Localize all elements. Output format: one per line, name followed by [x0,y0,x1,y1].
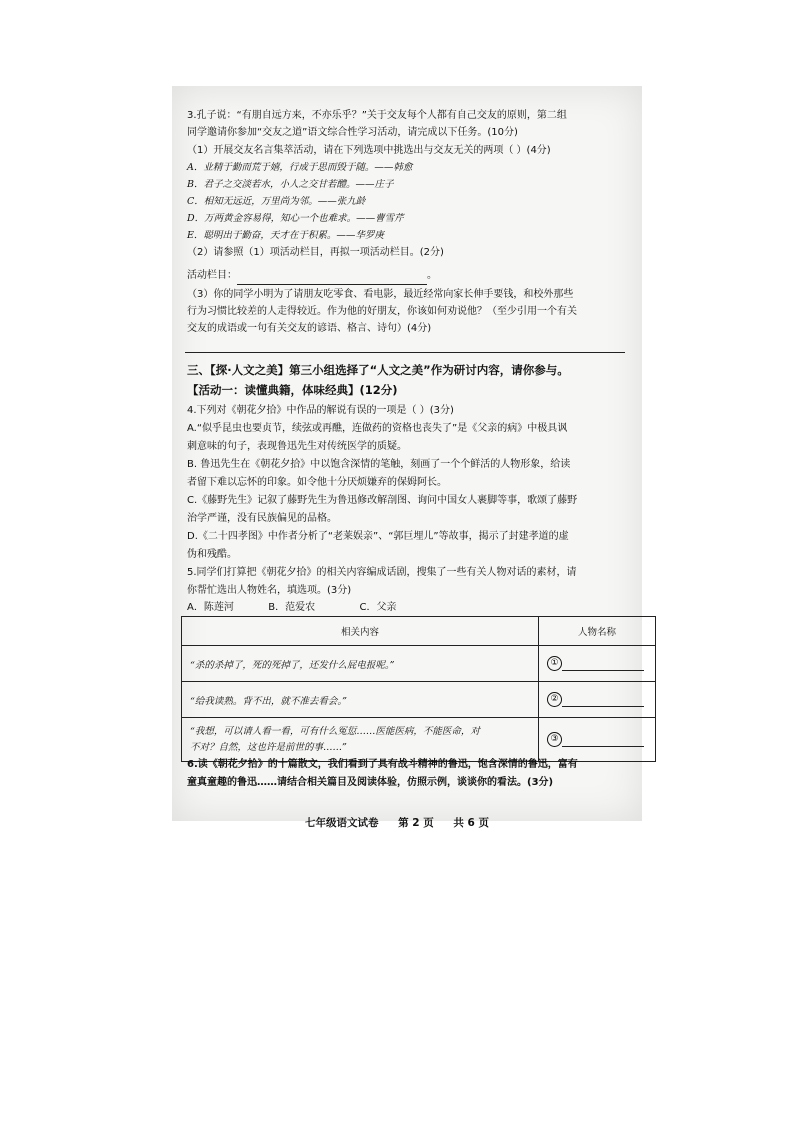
q3-intro-line2: 同学邀请你参加“交友之道”语文综合性学习活动，请完成以下任务。(10分) [187,127,518,138]
quote-3-line1: “我想，可以请人看一看，可有什么冤愆……医能医病，不能医命，对 [190,725,480,737]
q4-option-a-line1: A.“似乎昆虫也要贞节，续弦或再醮，连做药的资格也丧失了”是《父亲的病》中极具讽 [187,423,568,434]
q3-sub3-line3: 交友的成语或一句有关交友的谚语、格言、诗句）(4分) [187,323,432,334]
q4-option-b-line2: 者留下难以忘怀的印象。如令他十分厌烦嫌弃的保姆阿长。 [187,477,447,488]
q4-option-c-line1: C.《藤野先生》记叙了藤野先生为鲁迅修改解剖图、询问中国女人裹脚等事，歌颂了藤野 [187,495,578,506]
mark-2: ② [547,692,562,707]
q4-option-d-line1: D.《二十四孝图》中作者分析了“老莱娱亲”、“郭巨埋儿”等故事，揭示了封建孝道的虚 [187,531,569,542]
q3-option-b: B．君子之交淡若水，小人之交甘若醴。——庄子 [187,179,394,190]
q3-option-d: D．万两黄金容易得，知心一个也难求。——曹雪芹 [187,213,404,224]
footer-exam: 七年级语文试卷 [304,817,379,829]
q5-line2: 你帮忙选出人物姓名，填选项。(3分) [187,585,352,596]
q4-option-b-line1: B. 鲁迅先生在《朝花夕拾》中以饱含深情的笔触，刻画了一个个鲜活的人物形象，给读 [187,459,571,470]
header-character: 人物名称 [539,617,656,646]
quote-3 [182,718,539,762]
answer-line-1[interactable] [562,658,644,671]
q3-sub2: （2）请参照（1）项活动栏目，再拟一项活动栏目。(2分) [187,247,444,258]
q3-option-a: A．业精于勤而荒于嬉，行成于思而毁于随。——韩愈 [187,162,413,173]
q5-line1: 5.同学们打算把《朝花夕拾》的相关内容编成话剧，搜集了一些有关人物对话的素材，请 [187,567,577,578]
q5-options [187,600,632,617]
q3-intro-line1: 3.孔子说：“有朋自远方来，不亦乐乎？”关于交友每个人都有自己交友的原则，第二组 [187,110,567,121]
footer-total: 共 6 页 [453,817,490,829]
answer-line-3[interactable] [562,734,644,747]
header-content: 相关内容 [182,617,539,646]
table-row [182,646,656,682]
q3-sub3-line2: 行为习惯比较差的人走得较近。作为他的好朋友，你该如何劝说他？（至少引用一个有关 [187,306,577,317]
mark-1: ① [547,656,562,671]
q4-stem: 4.下列对《朝花夕拾》中作品的解说有误的一项是（ ）(3分) [187,405,454,416]
q4-option-d-line2: 伪和残酷。 [187,549,237,560]
activity-column-label: 活动栏目： [187,270,237,281]
answer-cell-3[interactable] [539,718,656,762]
q3-option-c: C．相知无远近，万里尚为邻。——张九龄 [187,196,366,207]
table-row [182,718,656,762]
q3-sub3-line1: （3）你的同学小明为了请朋友吃零食、看电影，最近经常向家长伸手要钱，和校外那些 [187,289,574,300]
q3-option-e: E．聪明出于勤奋，天才在于积累。——华罗庚 [187,230,384,241]
q5-option-c: C．父亲 [359,602,397,613]
q5-option-b: B．范爱农 [268,602,316,613]
quote-3-line2: 不对？自然，这也许是前世的事……” [190,741,347,753]
activity1-heading: 【活动一：读懂典籍，体味经典】(12分) [187,383,398,397]
quote-1: “杀的杀掉了，死的死掉了，还发什么屁电报呢。” [182,646,539,682]
q6-line2: 童真童趣的鲁迅……请结合相关篇目及阅读体验，仿照示例，谈谈你的看法。(3分) [187,777,554,788]
mark-3: ③ [547,732,562,747]
footer-page: 第 2 页 [398,817,434,829]
table-row [182,682,656,718]
answer-rule[interactable] [185,352,625,353]
table-header-row [182,617,656,646]
q3-activity-row: 活动栏目： 。 [187,268,632,285]
character-table [181,616,656,762]
q3-sub1: （1）开展交友名言集萃活动，请在下列选项中挑选出与交友无关的两项（ ）(4分) [187,145,551,156]
answer-cell-2[interactable] [539,682,656,718]
answer-line-2[interactable] [562,694,644,707]
q6-line1: 6.读《朝花夕拾》的十篇散文，我们看到了具有战斗精神的鲁迅，饱含深情的鲁迅，富有 [187,759,578,770]
answer-cell-1[interactable] [539,646,656,682]
section3-title: 三、【探·人文之美】第三小组选择了“人文之美”作为研讨内容，请你参与。 [187,363,569,377]
quote-2: “给我读熟。背不出，就不准去看会。” [182,682,539,718]
page-footer [0,815,794,830]
activity-column-answer-line[interactable] [237,274,427,285]
q4-option-c-line2: 治学严谨，没有民族偏见的品格。 [187,513,337,524]
q4-option-a-line2: 刺意味的句子，表现鲁迅先生对传统医学的质疑。 [187,441,407,452]
q5-option-a: A．陈莲河 [187,602,234,613]
